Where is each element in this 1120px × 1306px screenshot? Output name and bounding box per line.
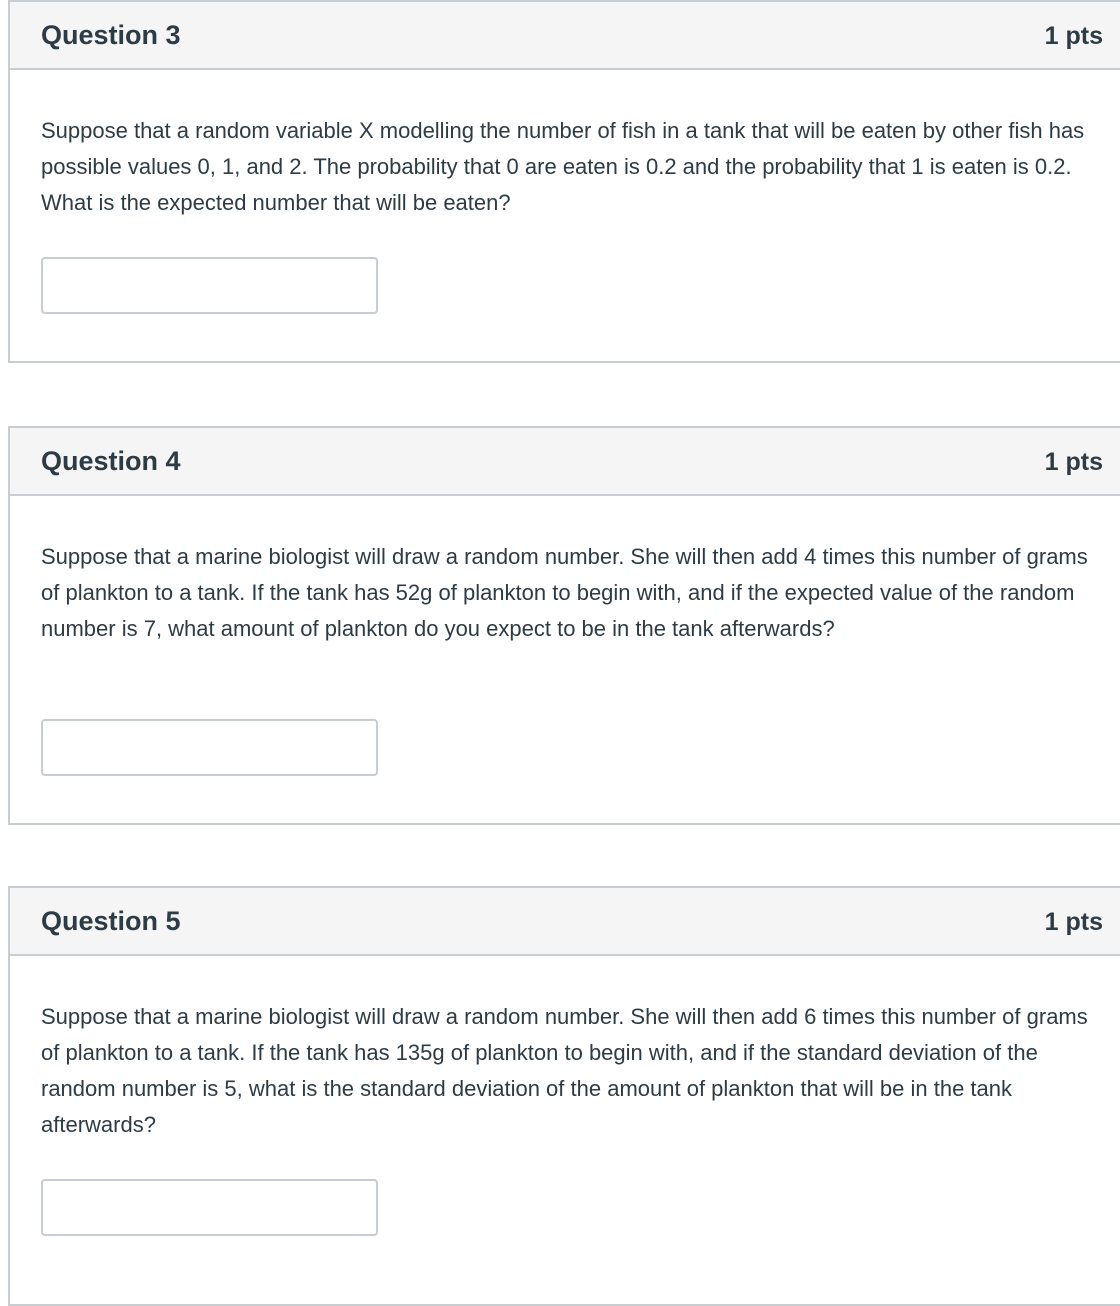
question-4-answer-input[interactable] [41,719,378,776]
question-4-header [10,428,1120,496]
question-5-answer-input[interactable] [41,1179,378,1236]
question-5-text: Suppose that a marine biologist will draw a random number. She will then add 6 times this number of grams of plankton to a tank. If the tank has 135g of plankton to begin with, and if the standard deviation of the random number is 5, what is the standard deviation of the amount of plankton that will be in the tank afterwards? [41,1004,1088,1137]
question-4-title: Question 4 [41,446,181,476]
question-3-answer-input[interactable] [41,257,378,314]
question-4-card [8,426,1120,825]
question-5-title: Question 5 [41,906,181,936]
question-5-points: 1 pts [1044,908,1103,936]
question-4-text: Suppose that a marine biologist will draw a random number. She will then add 4 times this number of grams of plankton to a tank. If the tank has 52g of plankton to begin with, and if the expected value of the random number is 7, what amount of plankton do you expect to be in the tank afterwards? [41,544,1088,641]
question-3-title: Question 3 [41,20,181,50]
question-5-card [8,886,1120,1306]
question-3-header [10,2,1120,70]
question-4-points: 1 pts [1044,448,1103,476]
question-3-text: Suppose that a random variable X modelling the number of fish in a tank that will be eaten by other fish has possible values 0, 1, and 2. The probability that 0 are eaten is 0.2 and the probability that 1 is eaten is 0.2. What is the expected number that will be eaten? [41,118,1085,215]
question-3-points: 1 pts [1044,22,1103,50]
question-3-card [8,0,1120,363]
question-5-header [10,888,1120,956]
